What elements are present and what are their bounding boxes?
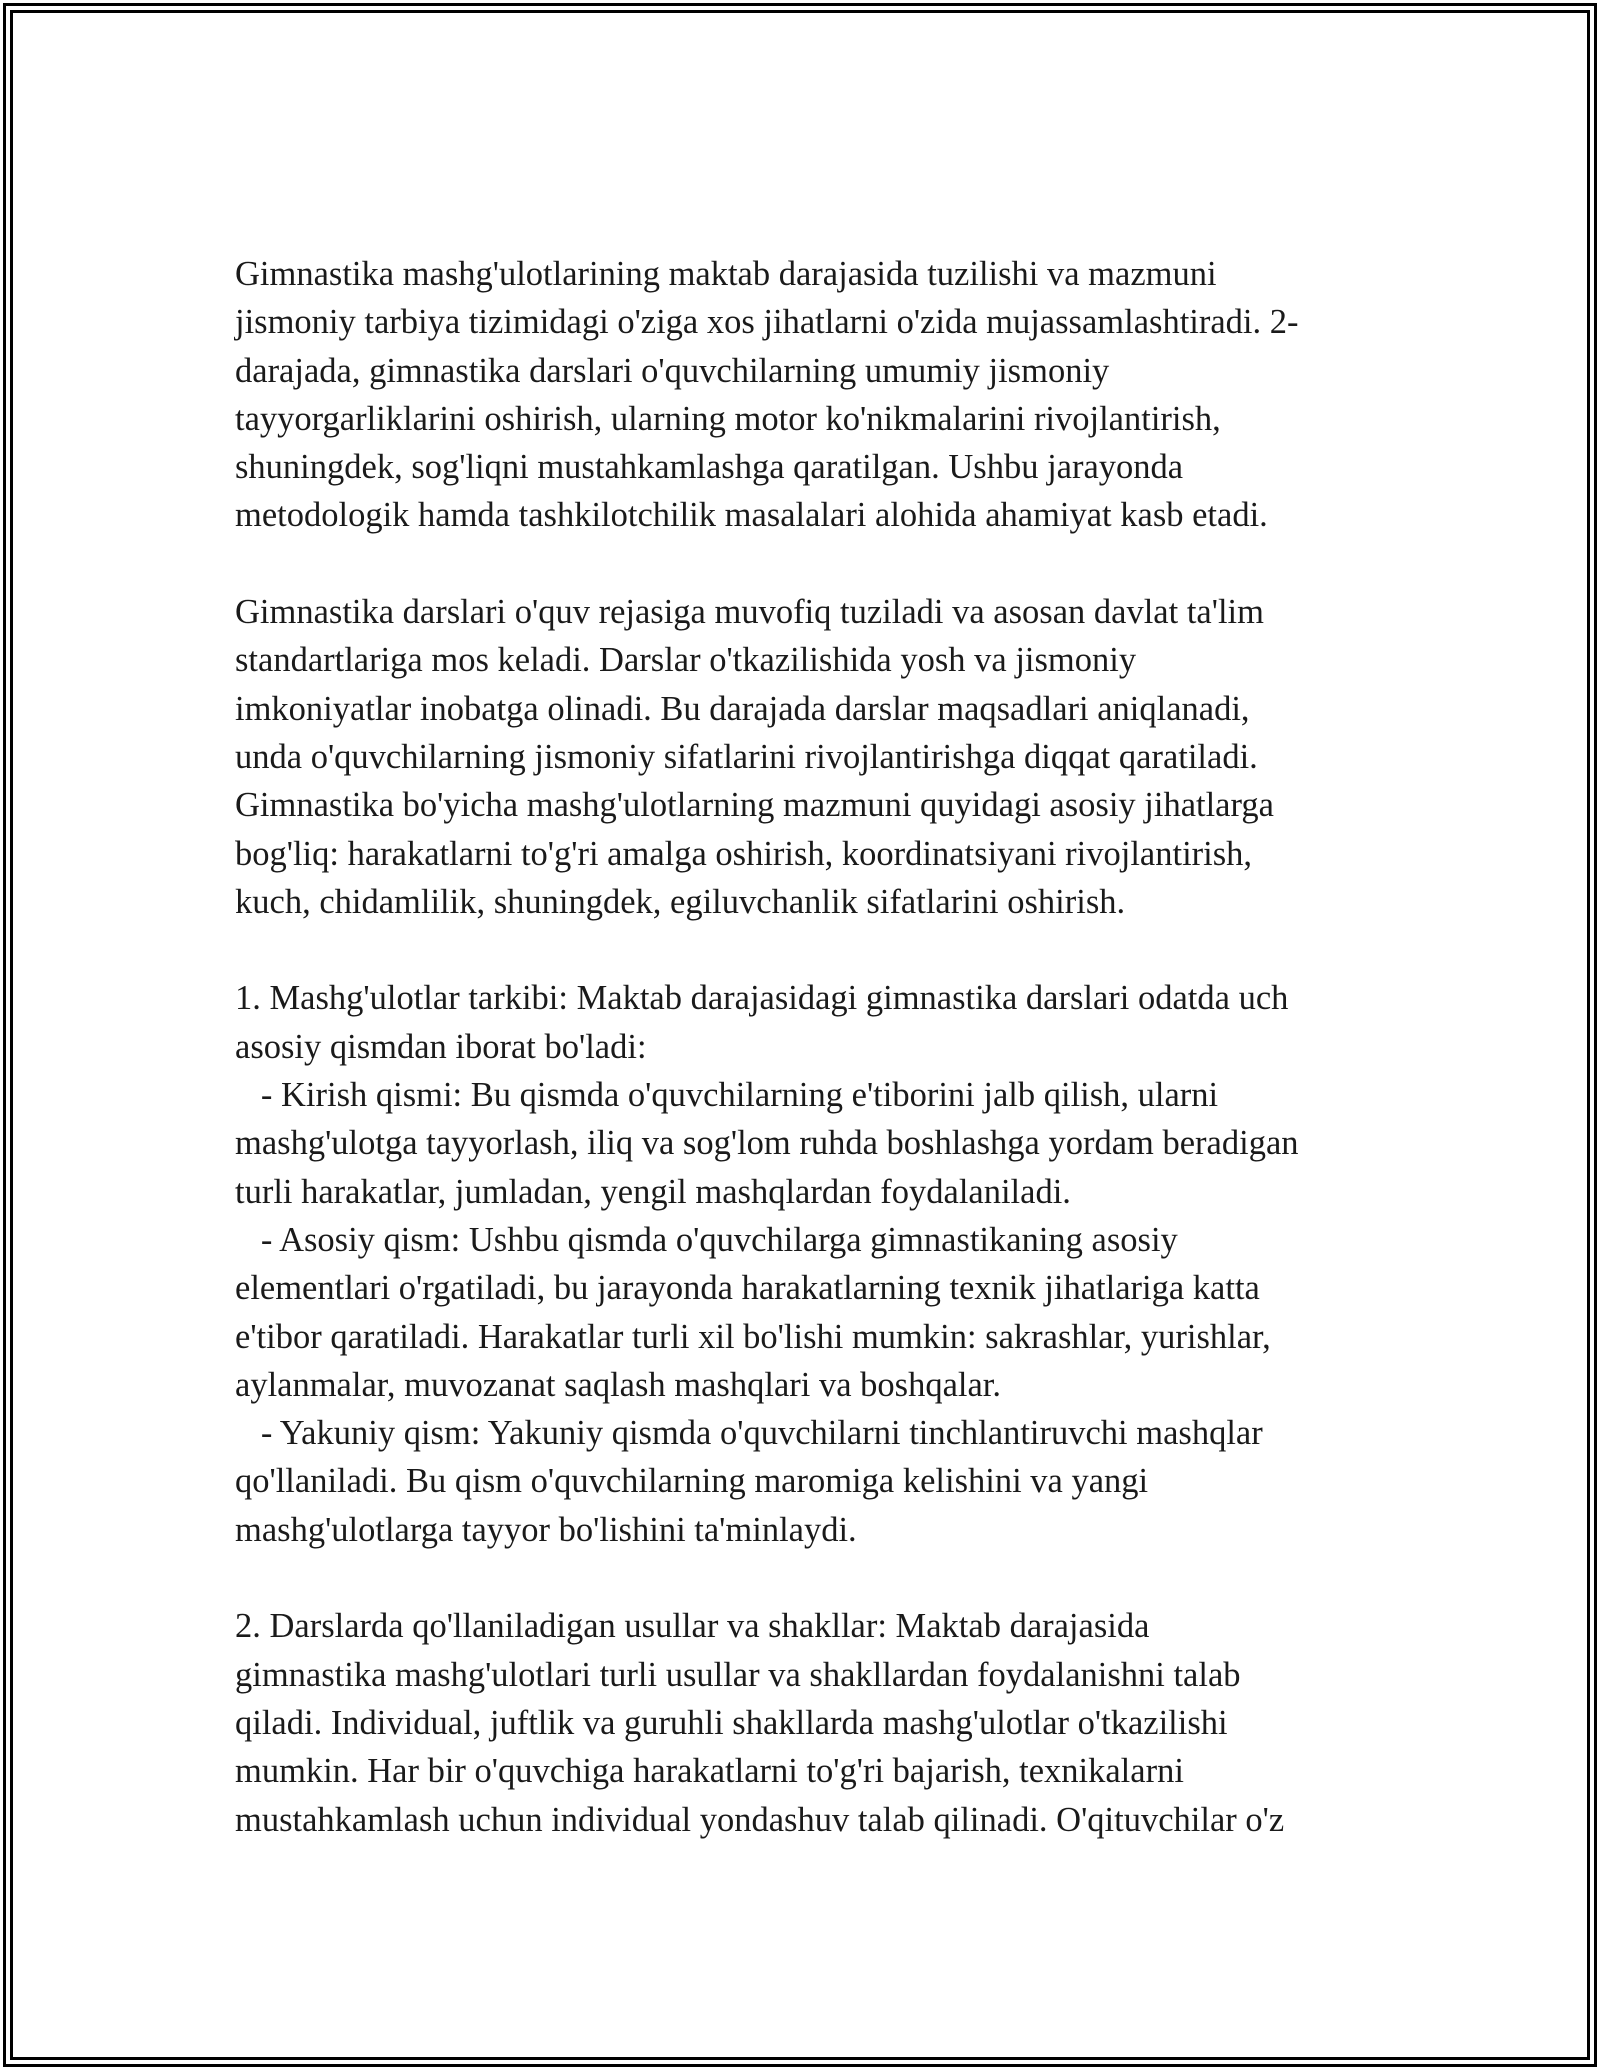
text-line: qiladi. Individual, juftlik va guruhli shakllarda mashg'ulotlar o'tkazilishi xyxy=(235,1703,1228,1742)
text-line: shuningdek, sog'liqni mustahkamlashga qaratilgan. Ushbu jarayonda xyxy=(235,448,1184,487)
paragraph xyxy=(235,1602,1395,1843)
text-line: 1. Mashg'ulotlar tarkibi: Maktab darajasidagi gimnastika darslari odatda uch xyxy=(235,979,1289,1018)
text-line: mashg'ulotga tayyorlash, iliq va sog'lom ruhda boshlashga yordam beradigan xyxy=(235,1124,1299,1163)
text-line: imkoniyatlar inobatga olinadi. Bu darajada darslar maqsadlari aniqlanadi, xyxy=(235,689,1250,728)
paragraph xyxy=(235,250,1395,540)
text-line: mustahkamlash uchun individual yondashuv talab qilinadi. O'qituvchilar o'z xyxy=(235,1800,1285,1839)
paragraph-gap xyxy=(235,926,1395,974)
text-line: mashg'ulotlarga tayyor bo'lishini ta'minlaydi. xyxy=(235,1510,857,1549)
text-line: aylanmalar, muvozanat saqlash mashqlari va boshqalar. xyxy=(235,1365,1001,1404)
text-line: asosiy qismdan iborat bo'ladi: xyxy=(235,1027,647,1066)
text-line: mumkin. Har bir o'quvchiga harakatlarni to'g'ri bajarish, texnikalarni xyxy=(235,1752,1184,1791)
paragraph-gap xyxy=(235,1554,1395,1602)
text-line: e'tibor qaratiladi. Harakatlar turli xil bo'lishi mumkin: sakrashlar, yurishlar, xyxy=(235,1317,1271,1356)
text-line: turli harakatlar, jumladan, yengil mashqlardan foydalaniladi. xyxy=(235,1172,1071,1211)
text-line: 2. Darslarda qo'llaniladigan usullar va shakllar: Maktab darajasida xyxy=(235,1607,1150,1646)
text-line: darajada, gimnastika darslari o'quvchilarning umumiy jismoniy xyxy=(235,351,1110,390)
paragraph xyxy=(235,974,1395,1554)
text-line: tayyorgarliklarini oshirish, ularning motor ko'nikmalarini rivojlantirish, xyxy=(235,399,1221,438)
text-line: unda o'quvchilarning jismoniy sifatlarini rivojlantirishga diqqat qaratiladi. xyxy=(235,737,1258,776)
paragraph xyxy=(235,588,1395,926)
text-line: jismoniy tarbiya tizimidagi o'ziga xos jihatlarni o'zida mujassamlashtiradi. 2- xyxy=(235,303,1299,342)
text-line: Gimnastika bo'yicha mashg'ulotlarning mazmuni quyidagi asosiy jihatlarga xyxy=(235,786,1274,825)
text-line: gimnastika mashg'ulotlari turli usullar va shakllardan foydalanishni talab xyxy=(235,1655,1241,1694)
text-line: elementlari o'rgatiladi, bu jarayonda harakatlarning texnik jihatlariga katta xyxy=(235,1269,1260,1308)
text-line: - Kirish qismi: Bu qismda o'quvchilarning e'tiborini jalb qilish, ularni xyxy=(235,1076,1219,1115)
text-line: bog'liq: harakatlarni to'g'ri amalga oshirish, koordinatsiyani rivojlantirish, xyxy=(235,834,1253,873)
text-line: Gimnastika mashg'ulotlarining maktab darajasida tuzilishi va mazmuni xyxy=(235,255,1217,293)
paragraph-gap xyxy=(235,540,1395,588)
text-line: qo'llaniladi. Bu qism o'quvchilarning maromiga kelishini va yangi xyxy=(235,1462,1149,1501)
text-line: Gimnastika darslari o'quv rejasiga muvofiq tuziladi va asosan davlat ta'lim xyxy=(235,593,1264,632)
text-line: - Yakuniy qism: Yakuniy qismda o'quvchilarni tinchlantiruvchi mashqlar xyxy=(235,1414,1263,1453)
document-body xyxy=(235,250,1395,1844)
text-line: standartlariga mos keladi. Darslar o'tkazilishida yosh va jismoniy xyxy=(235,641,1137,680)
text-line: kuch, chidamlilik, shuningdek, egiluvchanlik sifatlarini oshirish. xyxy=(235,882,1126,921)
text-line: - Asosiy qism: Ushbu qismda o'quvchilarga gimnastikaning asosiy xyxy=(235,1220,1178,1259)
text-line: metodologik hamda tashkilotchilik masalalari alohida ahamiyat kasb etadi. xyxy=(235,496,1268,535)
